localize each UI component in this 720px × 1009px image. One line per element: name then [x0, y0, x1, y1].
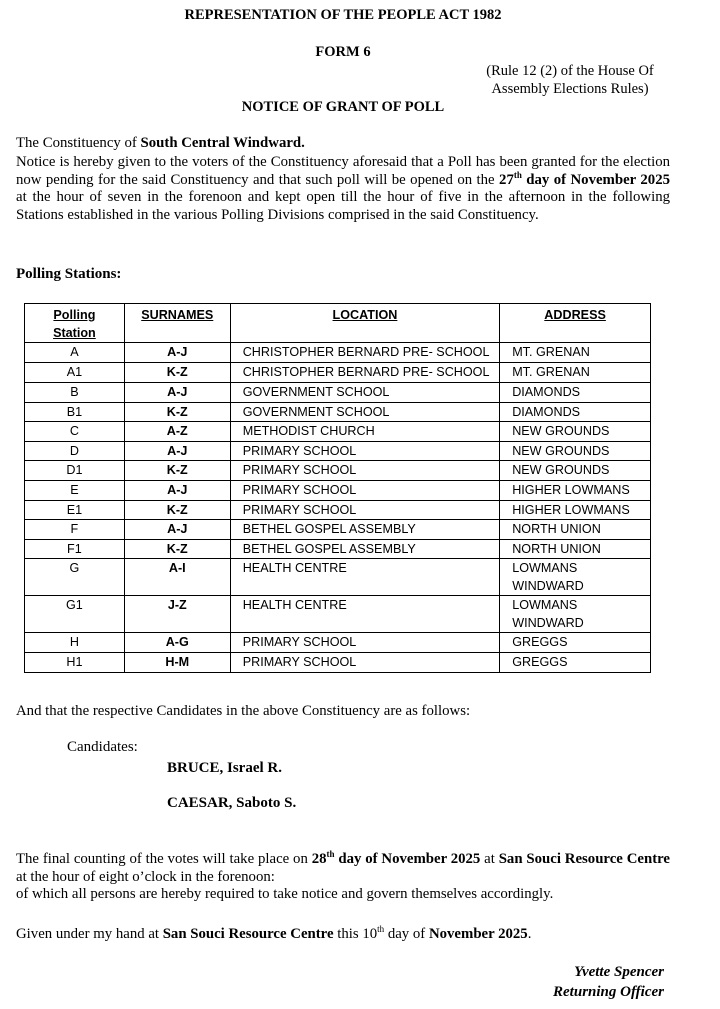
- given-day-suffix: th: [377, 924, 385, 935]
- address-cell: MT. GRENAN: [500, 363, 651, 383]
- surnames-cell: A-J: [124, 520, 230, 540]
- given-text-2: this 10: [333, 926, 378, 942]
- location-cell: PRIMARY SCHOOL: [230, 633, 499, 653]
- counting-date-rest: day of November 2025: [334, 851, 481, 867]
- counting-date: [312, 851, 481, 867]
- station-cell: E: [25, 480, 125, 500]
- address-cell: GREGGS: [500, 633, 651, 653]
- form-title: FORM 6: [315, 44, 371, 60]
- table-row: [25, 441, 651, 461]
- surnames-cell: A-J: [124, 343, 230, 363]
- table-row: [25, 559, 651, 596]
- address-cell: HIGHER LOWMANS: [500, 480, 651, 500]
- given-month-year: November 2025: [428, 926, 528, 942]
- table-row: [25, 461, 651, 481]
- constituency-line: [16, 135, 670, 153]
- address-cell: DIAMONDS: [500, 402, 651, 422]
- location-cell: PRIMARY SCHOOL: [230, 653, 499, 673]
- address-cell: DIAMONDS: [500, 383, 651, 403]
- table-row: [25, 422, 651, 442]
- location-cell: BETHEL GOSPEL ASSEMBLY: [230, 539, 499, 559]
- act-title: REPRESENTATION OF THE PEOPLE ACT 1982: [184, 7, 502, 23]
- surnames-cell: A-J: [124, 480, 230, 500]
- surnames-cell: K-Z: [124, 402, 230, 422]
- candidates-label: Candidates:: [67, 739, 138, 755]
- poll-date: [499, 169, 670, 188]
- table-row: [25, 653, 651, 673]
- station-cell: D1: [25, 461, 125, 481]
- address-cell: LOWMANS WINDWARD: [500, 559, 651, 596]
- station-cell: F1: [25, 539, 125, 559]
- surnames-cell: K-Z: [124, 500, 230, 520]
- station-cell: H: [25, 633, 125, 653]
- counting-text-2: at: [480, 851, 499, 867]
- location-cell: BETHEL GOSPEL ASSEMBLY: [230, 520, 499, 540]
- table-row: [25, 500, 651, 520]
- counting-text-3: at the hour of eight o’clock in the forenoon:: [16, 868, 275, 885]
- address-cell: NORTH UNION: [500, 539, 651, 559]
- address-cell: LOWMANS WINDWARD: [500, 596, 651, 633]
- station-cell: A1: [25, 363, 125, 383]
- location-cell: PRIMARY SCHOOL: [230, 461, 499, 481]
- address-cell: NEW GROUNDS: [500, 441, 651, 461]
- address-cell: MT. GRENAN: [500, 343, 651, 363]
- table-row: [25, 363, 651, 383]
- given-text-1: Given under my hand at: [16, 926, 163, 942]
- surnames-cell: A-Z: [124, 422, 230, 442]
- given-text-3: day of: [384, 926, 429, 942]
- station-cell: F: [25, 520, 125, 540]
- station-cell: H1: [25, 653, 125, 673]
- location-cell: CHRISTOPHER BERNARD PRE- SCHOOL: [230, 343, 499, 363]
- station-cell: A: [25, 343, 125, 363]
- address-cell: NORTH UNION: [500, 520, 651, 540]
- station-cell: B1: [25, 402, 125, 422]
- station-cell: C: [25, 422, 125, 442]
- header-address: ADDRESS: [500, 304, 651, 343]
- location-cell: GOVERNMENT SCHOOL: [230, 402, 499, 422]
- header-polling-station: [25, 304, 125, 343]
- officer-title: Returning Officer: [553, 984, 664, 1000]
- officer-name: Yvette Spencer: [574, 964, 664, 980]
- notice-title: NOTICE OF GRANT OF POLL: [241, 99, 445, 115]
- constituency-name: South Central Windward.: [140, 135, 305, 151]
- constituency-prefix: The Constituency of: [16, 135, 141, 151]
- header-surnames: SURNAMES: [124, 304, 230, 343]
- location-cell: GOVERNMENT SCHOOL: [230, 383, 499, 403]
- table-row: [25, 633, 651, 653]
- location-cell: METHODIST CHURCH: [230, 422, 499, 442]
- location-cell: HEALTH CENTRE: [230, 596, 499, 633]
- station-cell: G: [25, 559, 125, 596]
- given-paragraph: [16, 926, 670, 944]
- table-header-row: [25, 304, 651, 343]
- location-cell: CHRISTOPHER BERNARD PRE- SCHOOL: [230, 363, 499, 383]
- surnames-cell: K-Z: [124, 461, 230, 481]
- header-station-line-2: Station: [53, 326, 96, 340]
- rule-reference-line-2: Assembly Elections Rules): [491, 81, 649, 97]
- counting-paragraph: [16, 851, 670, 904]
- address-cell: NEW GROUNDS: [500, 422, 651, 442]
- table-row: [25, 402, 651, 422]
- table-row: [25, 383, 651, 403]
- polling-stations-table: [24, 303, 651, 673]
- surnames-cell: A-G: [124, 633, 230, 653]
- given-venue: San Souci Resource Centre: [162, 926, 334, 942]
- rule-reference-line-1: (Rule 12 (2) of the House Of: [486, 63, 654, 79]
- surnames-cell: H-M: [124, 653, 230, 673]
- surnames-cell: J-Z: [124, 596, 230, 633]
- address-cell: NEW GROUNDS: [500, 461, 651, 481]
- location-cell: PRIMARY SCHOOL: [230, 441, 499, 461]
- surnames-cell: A-J: [124, 441, 230, 461]
- candidate-name: BRUCE, Israel R.: [167, 760, 282, 776]
- station-cell: D: [25, 441, 125, 461]
- station-cell: G1: [25, 596, 125, 633]
- address-cell: HIGHER LOWMANS: [500, 500, 651, 520]
- location-cell: PRIMARY SCHOOL: [230, 500, 499, 520]
- poll-day-suffix: th: [513, 169, 522, 180]
- counting-day-suffix: th: [326, 849, 335, 860]
- address-cell: GREGGS: [500, 653, 651, 673]
- surnames-cell: K-Z: [124, 363, 230, 383]
- header-location: LOCATION: [230, 304, 499, 343]
- counting-day-number: 28: [311, 851, 327, 867]
- counting-text-4: of which all persons are hereby required to take notice and govern themselves accordingly.: [16, 886, 554, 903]
- surnames-cell: K-Z: [124, 539, 230, 559]
- table-row: [25, 596, 651, 633]
- rule-reference: [450, 62, 690, 98]
- notice-paragraph: [16, 154, 670, 225]
- polling-stations-heading: Polling Stations:: [16, 266, 122, 282]
- station-cell: E1: [25, 500, 125, 520]
- given-text-4: .: [527, 926, 532, 942]
- notice-text-1: Notice is hereby given to the voters of the Constituency aforesaid that a Poll has been granted for the election now pending for the said Constituency and that such poll will be opened on the: [16, 154, 670, 188]
- location-cell: HEALTH CENTRE: [230, 559, 499, 596]
- location-cell: PRIMARY SCHOOL: [230, 480, 499, 500]
- table-row: [25, 343, 651, 363]
- signature-block: [553, 962, 664, 1002]
- candidate-name: CAESAR, Saboto S.: [167, 795, 297, 811]
- table-row: [25, 480, 651, 500]
- header-station-line-1: Polling: [53, 308, 96, 322]
- notice-text-2: at the hour of seven in the forenoon and kept open till the hour of five in the afternoon in the following Stations established in the various Polling Divisions comprised in the said Constituency.: [16, 189, 670, 224]
- poll-day-number: 27: [499, 171, 514, 188]
- surnames-cell: A-I: [124, 559, 230, 596]
- counting-text-1: The final counting of the votes will take place on: [16, 851, 312, 867]
- counting-venue: San Souci Resource Centre: [498, 851, 670, 867]
- table-row: [25, 520, 651, 540]
- table-row: [25, 539, 651, 559]
- candidates-intro: And that the respective Candidates in the above Constituency are as follows:: [16, 703, 471, 719]
- station-cell: B: [25, 383, 125, 403]
- poll-month: day of November 2025: [526, 171, 670, 188]
- surnames-cell: A-J: [124, 383, 230, 403]
